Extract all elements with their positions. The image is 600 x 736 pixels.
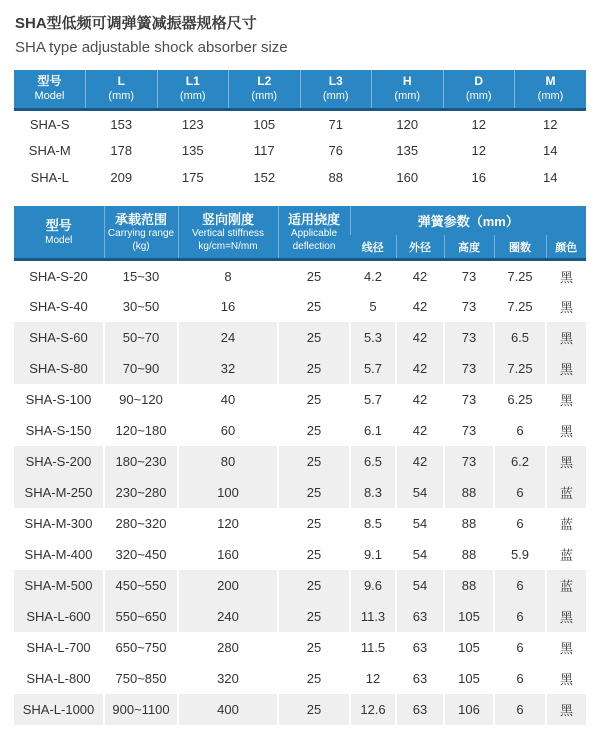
size-table-body — [14, 110, 586, 191]
spec-table-header — [14, 206, 586, 260]
value-cell: 73 — [444, 322, 494, 353]
model-cell: SHA-M-400 — [24, 546, 93, 562]
column-header-carrying-zh: 承载范围 — [114, 211, 167, 227]
table-row — [14, 260, 586, 291]
value-cell: 160 — [178, 539, 278, 570]
value-cell: 黑 — [546, 415, 586, 446]
column-header-line2: Model — [34, 89, 65, 102]
value-cell: 320~450 — [104, 539, 178, 570]
value-cell: 71 — [328, 116, 343, 132]
value-cell: 73 — [444, 291, 494, 322]
value-cell: 7.25 — [494, 260, 546, 291]
value-cell: 70~90 — [104, 353, 178, 384]
column-header — [229, 70, 301, 110]
value-cell: 12 — [471, 116, 486, 132]
table-row — [14, 164, 586, 191]
value-cell: 209 — [110, 169, 133, 185]
value-cell: 黑 — [546, 260, 586, 291]
model-cell: SHA-M — [28, 142, 71, 158]
table-row — [14, 663, 586, 694]
column-header — [14, 70, 86, 110]
column-header-model-en: Model — [45, 234, 73, 246]
value-cell: 280~320 — [104, 508, 178, 539]
model-cell: SHA-L-600 — [14, 601, 104, 632]
value-cell: 6.1 — [350, 415, 396, 446]
value-cell: 42 — [396, 322, 444, 353]
model-cell: SHA-M-500 — [14, 570, 104, 601]
column-header-line1: L3 — [328, 74, 343, 88]
value-cell: 5 — [350, 291, 396, 322]
value-cell: 105 — [444, 632, 494, 663]
column-header-line1: D — [474, 74, 484, 88]
value-cell: 9.1 — [350, 539, 396, 570]
value-cell: 黑 — [546, 601, 586, 632]
value-cell: 14 — [543, 169, 558, 185]
value-cell: 黑 — [546, 446, 586, 477]
table-row — [14, 694, 586, 725]
value-cell: 25 — [278, 353, 350, 384]
model-cell: SHA-L-700 — [26, 639, 91, 655]
column-header-line1: H — [402, 74, 412, 88]
value-cell: 12 — [543, 116, 558, 132]
value-cell: 25 — [278, 632, 350, 663]
value-cell: 54 — [396, 570, 444, 601]
spec-table-header-row-1 — [14, 206, 586, 235]
value-cell: 42 — [396, 260, 444, 291]
value-cell: 73 — [444, 384, 494, 415]
column-header-applicable-deflection — [278, 206, 350, 260]
model-cell: SHA-S — [29, 116, 70, 132]
value-cell: 105 — [444, 663, 494, 694]
value-cell: 15~30 — [104, 260, 178, 291]
value-cell: 25 — [278, 663, 350, 694]
value-cell: 25 — [278, 384, 350, 415]
column-header-line1: 型号 — [37, 74, 62, 88]
value-cell: 12 — [350, 663, 396, 694]
column-header — [157, 70, 229, 110]
table-row — [14, 137, 586, 164]
value-cell: 117 — [253, 142, 275, 158]
value-cell: 320 — [178, 663, 278, 694]
page-title-en: SHA type adjustable shock absorber size — [15, 39, 288, 56]
column-header — [86, 70, 158, 110]
value-cell: 88 — [328, 169, 343, 185]
value-cell: 黑 — [546, 632, 586, 663]
value-cell: 240 — [178, 601, 278, 632]
model-cell: SHA-S-20 — [29, 268, 88, 284]
column-header-model-zh: 型号 — [45, 218, 72, 234]
value-cell: 152 — [253, 169, 276, 185]
table-row — [14, 508, 586, 539]
column-header-carrying-range — [104, 206, 178, 260]
column-header-line2: (mm) — [322, 89, 349, 102]
value-cell: 123 — [181, 116, 204, 132]
column-header — [372, 70, 444, 110]
table-row — [14, 539, 586, 570]
value-cell: 88 — [444, 570, 494, 601]
size-table-header — [14, 70, 586, 110]
value-cell: 16 — [471, 169, 486, 185]
value-cell: 蓝 — [546, 508, 586, 539]
model-cell: SHA-L-800 — [26, 670, 91, 686]
column-header-line2: (mm) — [251, 89, 278, 102]
column-header-line2: (mm) — [394, 89, 421, 102]
column-header-model — [14, 206, 104, 260]
value-cell: 25 — [278, 508, 350, 539]
value-cell: 120 — [178, 508, 278, 539]
column-header-line2: (mm) — [179, 89, 206, 102]
value-cell: 5.7 — [350, 384, 396, 415]
value-cell: 63 — [396, 663, 444, 694]
value-cell: 900~1100 — [104, 694, 178, 725]
value-cell: 550~650 — [104, 601, 178, 632]
value-cell: 100 — [178, 477, 278, 508]
value-cell: 76 — [328, 142, 343, 158]
table-row — [14, 322, 586, 353]
value-cell: 6 — [494, 601, 546, 632]
value-cell: 105 — [253, 116, 276, 132]
column-header-line2: (mm) — [465, 89, 492, 102]
value-cell: 12.6 — [350, 694, 396, 725]
column-header-stiffness-zh: 竖向刚度 — [201, 211, 254, 227]
value-cell: 25 — [278, 322, 350, 353]
value-cell: 54 — [396, 508, 444, 539]
value-cell: 42 — [396, 291, 444, 322]
value-cell: 54 — [396, 539, 444, 570]
value-cell: 153 — [110, 116, 133, 132]
value-cell: 120~180 — [104, 415, 178, 446]
column-header-outer-diameter: 外径 — [396, 235, 444, 260]
value-cell: 80 — [178, 446, 278, 477]
value-cell: 25 — [278, 477, 350, 508]
value-cell: 8 — [178, 260, 278, 291]
value-cell: 14 — [543, 142, 558, 158]
value-cell: 蓝 — [546, 539, 586, 570]
column-header-line2: (mm) — [108, 89, 135, 102]
value-cell: 6 — [494, 415, 546, 446]
model-cell: SHA-S-60 — [14, 322, 104, 353]
value-cell: 106 — [444, 694, 494, 725]
column-header-carrying-en: Carrying range — [107, 228, 175, 240]
value-cell: 50~70 — [104, 322, 178, 353]
value-cell: 6 — [494, 570, 546, 601]
column-header-line1: M — [545, 74, 556, 88]
value-cell: 黑 — [546, 322, 586, 353]
column-header-line1: L1 — [185, 74, 200, 88]
value-cell: 5.7 — [350, 353, 396, 384]
value-cell: 黑 — [546, 663, 586, 694]
model-cell: SHA-S-150 — [25, 422, 92, 438]
table-row — [14, 384, 586, 415]
value-cell: 54 — [396, 477, 444, 508]
value-cell: 175 — [181, 169, 204, 185]
value-cell: 黑 — [546, 353, 586, 384]
value-cell: 400 — [178, 694, 278, 725]
value-cell: 黑 — [546, 291, 586, 322]
table-row — [14, 415, 586, 446]
value-cell: 24 — [178, 322, 278, 353]
model-cell: SHA-L — [30, 169, 69, 185]
value-cell: 42 — [396, 415, 444, 446]
value-cell: 63 — [396, 601, 444, 632]
value-cell: 8.5 — [350, 508, 396, 539]
column-header-coil-count: 圈数 — [494, 235, 546, 260]
value-cell: 280 — [178, 632, 278, 663]
value-cell: 9.6 — [350, 570, 396, 601]
value-cell: 6 — [494, 477, 546, 508]
value-cell: 6.5 — [350, 446, 396, 477]
table-row — [14, 477, 586, 508]
table-row — [14, 353, 586, 384]
model-cell: SHA-M-300 — [24, 515, 93, 531]
value-cell: 178 — [110, 142, 133, 158]
value-cell: 6.25 — [494, 384, 546, 415]
value-cell: 6.5 — [494, 322, 546, 353]
value-cell: 60 — [178, 415, 278, 446]
model-cell: SHA-S-40 — [29, 298, 88, 314]
value-cell: 73 — [444, 260, 494, 291]
value-cell: 73 — [444, 353, 494, 384]
value-cell: 25 — [278, 601, 350, 632]
value-cell: 30~50 — [104, 291, 178, 322]
value-cell: 42 — [396, 446, 444, 477]
value-cell: 蓝 — [546, 477, 586, 508]
column-header-deflection-zh: 适用挠度 — [287, 211, 340, 227]
value-cell: 650~750 — [104, 632, 178, 663]
column-header-stiffness-en: Vertical stiffness — [191, 228, 265, 240]
column-header-deflection-en: Applicable deflection — [290, 228, 338, 252]
value-cell: 5.9 — [494, 539, 546, 570]
value-cell: 105 — [444, 601, 494, 632]
column-header-stiffness-unit: kg/cm=N/mm — [198, 240, 258, 252]
table-row — [14, 570, 586, 601]
value-cell: 40 — [178, 384, 278, 415]
value-cell: 88 — [444, 477, 494, 508]
column-header-spring-params: 弹簧参数（mm） — [350, 206, 586, 235]
value-cell: 16 — [178, 291, 278, 322]
value-cell: 42 — [396, 353, 444, 384]
value-cell: 120 — [396, 116, 419, 132]
column-header-line1: L2 — [257, 74, 272, 88]
column-header-color: 颜色 — [546, 235, 586, 260]
value-cell: 73 — [444, 415, 494, 446]
column-header-vertical-stiffness — [178, 206, 278, 260]
table-row — [14, 446, 586, 477]
value-cell: 32 — [178, 353, 278, 384]
value-cell: 5.3 — [350, 322, 396, 353]
value-cell: 6.2 — [494, 446, 546, 477]
value-cell: 88 — [444, 539, 494, 570]
column-header-line2: (mm) — [537, 89, 564, 102]
table-row — [14, 291, 586, 322]
value-cell: 12 — [471, 142, 486, 158]
value-cell: 25 — [278, 539, 350, 570]
model-cell: SHA-S-80 — [14, 353, 104, 384]
spec-table-body — [14, 260, 586, 725]
column-header-wire-diameter: 线径 — [350, 235, 396, 260]
value-cell: 黑 — [546, 694, 586, 725]
value-cell: 8.3 — [350, 477, 396, 508]
value-cell: 25 — [278, 291, 350, 322]
value-cell: 黑 — [546, 384, 586, 415]
model-cell: SHA-L-1000 — [14, 694, 104, 725]
value-cell: 42 — [396, 384, 444, 415]
value-cell: 25 — [278, 570, 350, 601]
page-title-zh: SHA型低频可调弹簧减振器规格尺寸 — [15, 15, 257, 32]
model-cell: SHA-S-200 — [14, 446, 104, 477]
value-cell: 7.25 — [494, 353, 546, 384]
model-cell: SHA-S-100 — [25, 391, 92, 407]
table-row — [14, 601, 586, 632]
value-cell: 135 — [396, 142, 419, 158]
column-header-carrying-unit: (kg) — [132, 240, 150, 252]
value-cell: 7.25 — [494, 291, 546, 322]
column-header-line1: L — [117, 74, 125, 88]
value-cell: 25 — [278, 415, 350, 446]
value-cell: 90~120 — [104, 384, 178, 415]
size-table-header-row — [14, 70, 586, 110]
value-cell: 11.3 — [350, 601, 396, 632]
value-cell: 135 — [181, 142, 204, 158]
column-header-height: 高度 — [444, 235, 494, 260]
column-header — [443, 70, 515, 110]
value-cell: 6 — [494, 694, 546, 725]
value-cell: 73 — [444, 446, 494, 477]
table-row — [14, 632, 586, 663]
value-cell: 11.5 — [350, 632, 396, 663]
value-cell: 160 — [396, 169, 419, 185]
value-cell: 6 — [494, 663, 546, 694]
model-cell: SHA-M-250 — [14, 477, 104, 508]
value-cell: 6 — [494, 508, 546, 539]
column-header — [300, 70, 372, 110]
size-table — [14, 70, 586, 191]
value-cell: 25 — [278, 694, 350, 725]
value-cell: 63 — [396, 632, 444, 663]
value-cell: 25 — [278, 446, 350, 477]
value-cell: 200 — [178, 570, 278, 601]
value-cell: 88 — [444, 508, 494, 539]
spec-table — [14, 206, 586, 725]
value-cell: 750~850 — [104, 663, 178, 694]
value-cell: 蓝 — [546, 570, 586, 601]
value-cell: 25 — [278, 260, 350, 291]
value-cell: 63 — [396, 694, 444, 725]
table-row — [14, 110, 586, 137]
value-cell: 6 — [494, 632, 546, 663]
column-header — [515, 70, 587, 110]
value-cell: 180~230 — [104, 446, 178, 477]
value-cell: 450~550 — [104, 570, 178, 601]
value-cell: 230~280 — [104, 477, 178, 508]
value-cell: 4.2 — [350, 260, 396, 291]
